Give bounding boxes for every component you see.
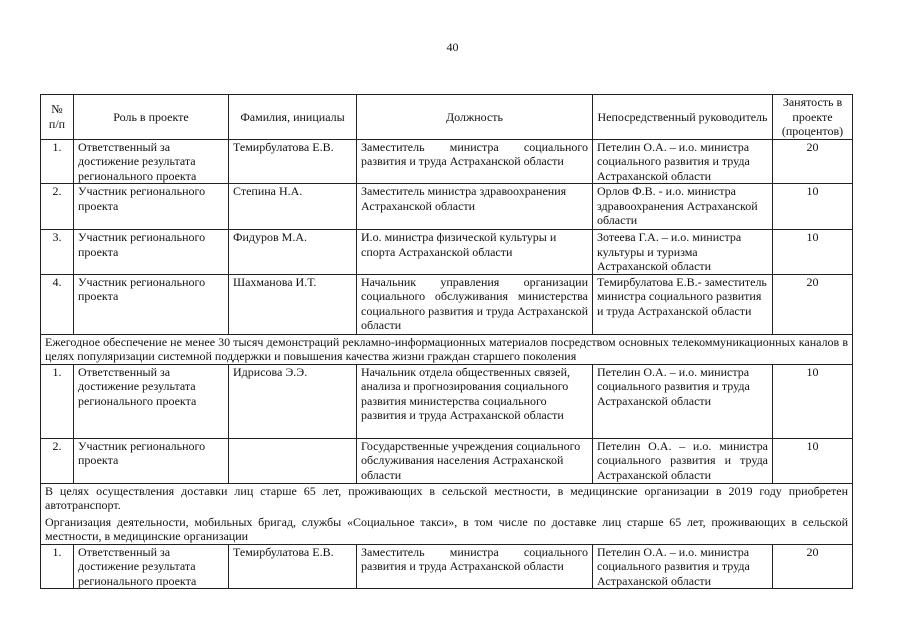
cell-num: 2. (41, 184, 74, 230)
header-position: Должность (357, 95, 593, 140)
table-row (41, 139, 853, 184)
cell-name: Темирбулатова Е.В. (229, 139, 357, 184)
cell-role: Ответственный за достижение результата регионального проекта (74, 139, 229, 184)
table-row (41, 184, 853, 230)
cell-num: 1. (41, 139, 74, 184)
cell-position: Государственные учреждения социального обслуживания населения Астраханской области (357, 438, 593, 483)
cell-position: Заместитель министра социального развития и труда Астраханской области (357, 544, 593, 589)
cell-supervisor: Петелин О.А. – и.о. министра социального развития и труда Астраханской области (593, 544, 773, 589)
cell-name: Фидуров М.А. (229, 230, 357, 275)
header-num: № п/п (41, 95, 74, 140)
cell-name: Темирбулатова Е.В. (229, 544, 357, 589)
cell-num: 1. (41, 544, 74, 589)
cell-name (229, 438, 357, 483)
header-name: Фамилия, инициалы (229, 95, 357, 140)
page-number: 40 (446, 40, 459, 54)
cell-name: Шахманова И.Т. (229, 274, 357, 334)
cell-role: Участник регионального проекта (74, 184, 229, 230)
cell-supervisor: Петелин О.А. – и.о. министра социального развития и труда Астраханской области (593, 438, 773, 483)
header-role: Роль в проекте (74, 95, 229, 140)
cell-employment: 10 (773, 364, 853, 438)
section-title-row (41, 334, 853, 364)
cell-role: Участник регионального проекта (74, 438, 229, 483)
cell-num: 4. (41, 274, 74, 334)
cell-role: Ответственный за достижение результата регионального проекта (74, 544, 229, 589)
cell-employment: 10 (773, 230, 853, 275)
cell-employment: 10 (773, 184, 853, 230)
cell-num: 3. (41, 230, 74, 275)
cell-supervisor: Орлов Ф.В. - и.о. министра здравоохранения Астраханской области (593, 184, 773, 230)
cell-role: Участник регионального проекта (74, 274, 229, 334)
table-row (41, 230, 853, 275)
cell-position: Заместитель министра здравоохранения Астраханской области (357, 184, 593, 230)
header-employment: Занятость в проекте (процентов) (773, 95, 853, 140)
table-row (41, 274, 853, 334)
cell-employment: 20 (773, 274, 853, 334)
cell-num: 1. (41, 364, 74, 438)
cell-supervisor: Зотеева Г.А. – и.о. министра культуры и туризма Астраханской области (593, 230, 773, 275)
section3-title-b: Организация деятельности, мобильных бригад, службы «Социальное такси», в том числе по доставке лиц старше 65 лет, проживающих в сельской местности, в медицинские организации (45, 514, 848, 543)
cell-employment: 20 (773, 139, 853, 184)
table-row (41, 364, 853, 438)
table-row (41, 544, 853, 589)
table-row (41, 438, 853, 483)
section3-title-a: В целях осуществления доставки лиц старше 65 лет, проживающих в сельской местности, в медицинские организации в 2019 году приобретен автотранспорт. (45, 483, 848, 512)
section-title-row (41, 483, 853, 544)
cell-role: Ответственный за достижение результата регионального проекта (74, 364, 229, 438)
section3-title (41, 483, 853, 544)
cell-name: Идрисова Э.Э. (229, 364, 357, 438)
cell-employment: 20 (773, 544, 853, 589)
header-supervisor: Непосредственный руководитель (593, 95, 773, 140)
table-header-row (41, 95, 853, 140)
cell-employment: 10 (773, 438, 853, 483)
cell-position: Начальник отдела общественных связей, анализа и прогнозирования социального развития министерства социального развития и труда Астраханской области (357, 364, 593, 438)
cell-position: И.о. министра физической культуры и спорта Астраханской области (357, 230, 593, 275)
cell-position: Начальник управления организации социального обслуживания министерства социального развития и труда Астраханской области (357, 274, 593, 334)
cell-num: 2. (41, 438, 74, 483)
cell-supervisor: Темирбулатова Е.В.- заместитель министра социального развития и труда Астраханской области (593, 274, 773, 334)
section2-title: Ежегодное обеспечение не менее 30 тысяч демонстраций рекламно-информационных материалов посредством основных телекоммуникационных каналов в целях популяризации системной поддержки и повышения качества жизни граждан старшего поколения (41, 334, 853, 364)
project-team-table (40, 94, 853, 589)
cell-supervisor: Петелин О.А. – и.о. министра социального развития и труда Астраханской области (593, 139, 773, 184)
cell-supervisor: Петелин О.А. – и.о. министра социального развития и труда Астраханской области (593, 364, 773, 438)
cell-role: Участник регионального проекта (74, 230, 229, 275)
cell-name: Степина Н.А. (229, 184, 357, 230)
cell-position: Заместитель министра социального развития и труда Астраханской области (357, 139, 593, 184)
